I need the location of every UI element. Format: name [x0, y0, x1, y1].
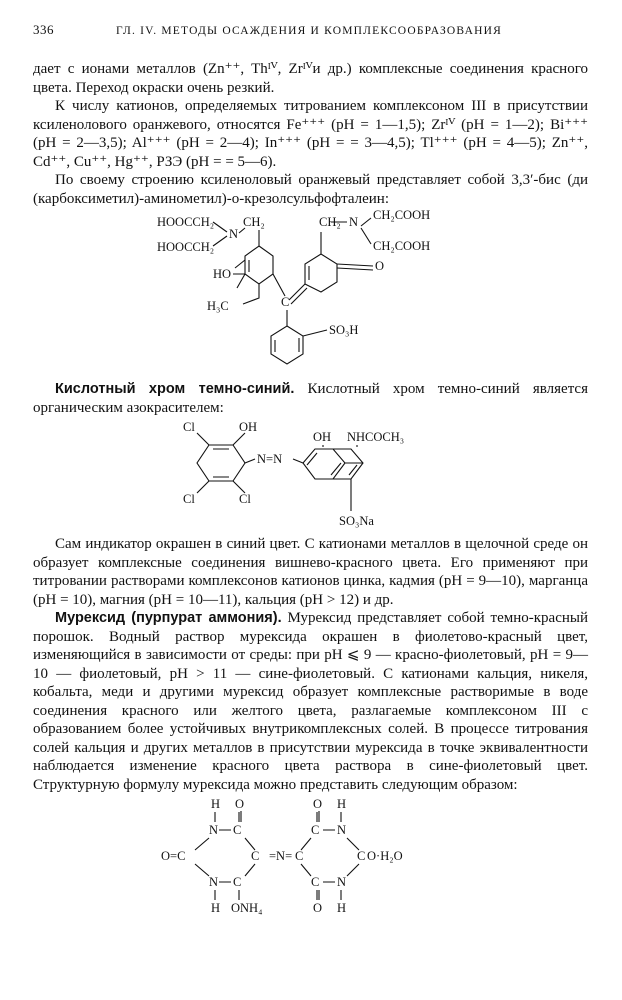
f1-label: CH₂COOH — [372, 239, 430, 253]
acid-chrome-dark-blue-formula — [161, 417, 461, 535]
f1-label: SO₃H — [328, 323, 358, 337]
f3-label: C — [294, 849, 303, 863]
f3-label: O — [312, 797, 322, 811]
murexide-formula — [161, 794, 461, 922]
f3-label: C — [356, 849, 365, 863]
f3-label: C — [232, 823, 241, 837]
f3-label: ONH₄ — [230, 901, 262, 915]
paragraph-1: дает с ионами металлов (Zn⁺⁺, Thᴵⱽ, Zrᴵⱽи др.) комплексные соединения красного цвета. Переход окраски очень резкий. — [33, 61, 588, 96]
f3-label: N — [336, 823, 346, 837]
section-heading-murexide: Мурексид (пурпурат аммония). — [55, 610, 282, 626]
f2-label: Cl — [238, 492, 251, 506]
xylenol-orange-formula — [141, 208, 481, 380]
f1-label: N — [348, 215, 358, 229]
section-heading-acid-chrome: Кислотный хром темно-синий. — [55, 381, 295, 397]
f3-label: C — [310, 823, 319, 837]
f1-label: C — [280, 295, 289, 309]
f3-label: O — [234, 797, 244, 811]
paragraph-2: К числу катионов, определяемых титрованием комплексоном III в присутствии ксиленолового оранжевого, относятся Fe⁺⁺⁺ (pH = 1—1,5); Zrᴵⱽ (pH = 1—2); Bi⁺⁺⁺ (pH = 2—3,5); Al⁺⁺⁺ (pH = 2—4); In⁺⁺⁺ (pH = = 3—4,5); Tl⁺⁺⁺ (pH = 4—5); Zn⁺⁺, Cd⁺⁺, Cu⁺⁺, Hg⁺⁺, РЗЭ (pH = = 5—6). — [33, 98, 588, 170]
paragraph-6-text: Мурексид представляет собой темно-красный порошок. Водный раствор мурексида окрашен в фиолетово-красный цвет, изменяющийся в зависимости от среды: при pH ⩽ 9 — красно-фиолетовый, pH = 9—10 — фиолетовый, pH > 11 — сине-фиолетовый. С катионами кальция, никеля, кобальта, меди и другими мурексид образует комплексные растворимые в воде соединения красного или желтого цвета, разлагаемые комплексоном III с образованием более устойчивых внутрикомплексных солей. В процессе титрования солей кальция и других металлов в присутствии мурексида в точке эквивалентности наблюдается изменение красного цвета раствора в сине-фиолетовый цвет. Структурную формулу мурексида можно представить следующим образом: — [33, 610, 588, 793]
f2-label: N=N — [256, 452, 282, 466]
paragraph-4-text: Кислотный хром темно-синий является органическим азокрасителем: — [33, 381, 588, 416]
f3-label: C — [232, 875, 241, 889]
f1-label: CH₂COOH — [372, 208, 430, 222]
paragraph-3: По своему строению ксиленоловый оранжевый представляет собой 3,3′-бис (ди (карбоксиметил)-аминометил)-о-крезолсульфофталеин: — [33, 172, 588, 207]
f2-label: NHCOCH₃ — [346, 430, 404, 444]
f3-label: O — [312, 901, 322, 915]
f1-label: N — [228, 227, 238, 241]
f3-label: H — [336, 797, 346, 811]
f3-label: H — [210, 901, 220, 915]
f1-label: HOOCCH₂ — [156, 240, 214, 254]
page-number: 336 — [33, 22, 54, 37]
f3-label: H — [336, 901, 346, 915]
f3-label: H — [210, 797, 220, 811]
f3-label: O·H₂O — [366, 849, 403, 863]
f2-label: SO₃Na — [338, 514, 374, 528]
f3-label: C — [310, 875, 319, 889]
book-page — [33, 22, 588, 922]
running-header — [33, 22, 588, 44]
f1-label: O — [374, 259, 384, 273]
f1-label: H₃C — [206, 299, 229, 313]
f2-label: OH — [238, 420, 257, 434]
f1-label: CH₂ — [318, 215, 341, 229]
paragraph-6 — [33, 609, 588, 794]
f3-label: N — [336, 875, 346, 889]
f3-label: C — [250, 849, 259, 863]
running-title: ГЛ. IV. МЕТОДЫ ОСАЖДЕНИЯ И КОМПЛЕКСООБРАЗОВАНИЯ — [116, 25, 502, 37]
f1-label: HO — [212, 267, 231, 281]
f2-label: Cl — [182, 420, 195, 434]
f2-label: OH — [312, 430, 331, 444]
f3-label: N — [208, 823, 218, 837]
f3-label: N — [208, 875, 218, 889]
paragraph-4 — [33, 380, 588, 417]
f3-label: =N= — [268, 849, 292, 863]
f2-label: Cl — [182, 492, 195, 506]
f1-label: CH₂ — [242, 215, 265, 229]
paragraph-5: Сам индикатор окрашен в синий цвет. С катионами металлов в щелочной среде он образует комплексные соединения вишнево-красного цвета. Его применяют при титровании растворами комплексонов катионов цинка, кадмия (pH = 9—10), марганца (pH = 10), магния (pH = 10—11), кальция (pH > 12) и др. — [33, 536, 588, 608]
f1-label: HOOCCH₂ — [156, 215, 214, 229]
f3-label: O=C — [160, 849, 185, 863]
